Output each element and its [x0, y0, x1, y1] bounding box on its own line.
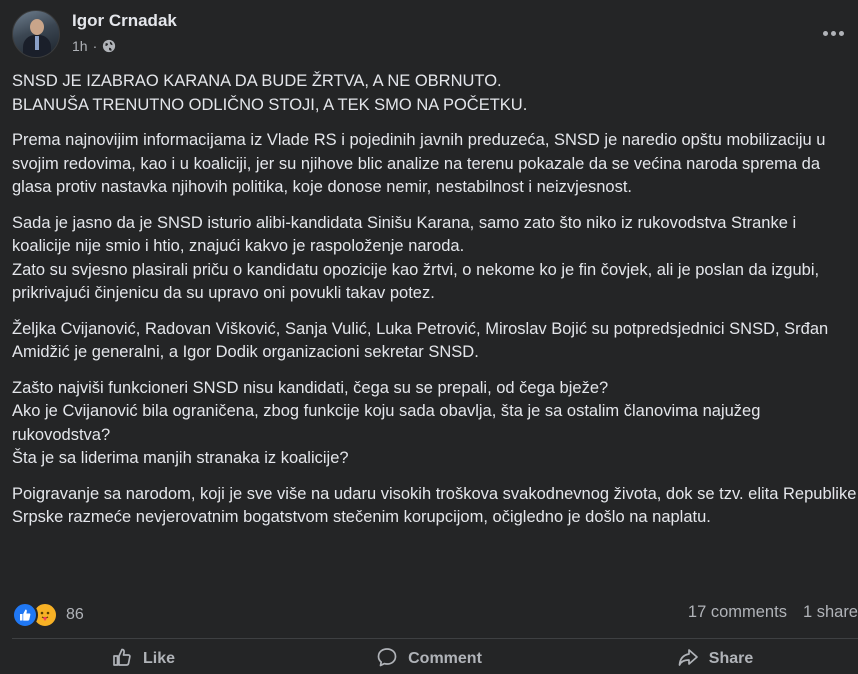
post-actions — [0, 644, 858, 674]
author-name[interactable]: Igor Crnadak — [72, 11, 177, 30]
avatar[interactable] — [12, 10, 60, 58]
post-paragraph: Poigravanje sa narodom, koji je sve više na udaru visokih troškova svakodnevnog života, dok se tzv. elita Republike Srpske razmeće nevjerovatnim bogatstvom stečenim korupcijom, očigledno je došlo na naplatu. — [12, 484, 857, 526]
comment-label: Comment — [408, 650, 482, 667]
like-label: Like — [142, 650, 175, 667]
post-meta — [72, 38, 116, 54]
reaction-count: 86 — [66, 606, 84, 623]
like-icon — [12, 602, 38, 628]
post-header — [12, 10, 858, 60]
share-arrow-icon — [677, 646, 699, 673]
globe-icon[interactable] — [102, 39, 116, 53]
like-button[interactable] — [0, 644, 286, 674]
post-paragraph: Zašto najviši funkcioneri SNSD nisu kandidati, čega su se prepali, od čega bježe? Ako je Cvijanović bila ograničena, zbog funkcije koju sada obavlja, šta je sa ostalim članovima najužeg rukovodstva? Šta je sa liderima manjih stranaka iz koalicije? — [12, 378, 761, 467]
post-body — [12, 70, 858, 542]
post-paragraph: Sada je jasno da je SNSD isturio alibi-kandidata Sinišu Karana, samo zato što niko iz rukovodstva Stranke i koalicije nije smio i htio, znajući kakvo je raspoloženje naroda. Zato su svjesno plasirali priču o kandidatu opozicije kao žrtvi, o nekome ko je fin čovjek, ali je poslan da izgubi, prikrivajući činjenicu da su upravo oni povukli takav potez. — [12, 213, 820, 302]
more-icon[interactable] — [820, 20, 846, 46]
post-paragraph: Željka Cvijanović, Radovan Višković, Sanja Vulić, Luka Petrović, Miroslav Bojić su potpredsjednici SNSD, Srđan Amidžić je generalni, a Igor Dodik organizacioni sekretar SNSD. — [12, 319, 829, 361]
engagement-stats — [688, 603, 858, 622]
comment-button[interactable] — [286, 644, 572, 674]
comment-bubble-icon — [376, 646, 398, 673]
post-time[interactable]: 1h — [72, 38, 88, 54]
share-label: Share — [708, 650, 754, 667]
post-paragraph: SNSD JE IZABRAO KARANA DA BUDE ŽRTVA, A NE OBRNUTO. BLANUŠA TRENUTNO ODLIČNO STOJI, A TEK SMO NA POČETKU. — [12, 72, 528, 114]
comments-count-link[interactable]: 17 comments — [687, 603, 787, 621]
post-paragraph: Prema najnovijim informacijama iz Vlade RS i pojedinih javnih preduzeća, SNSD je naredio opštu mobilizaciju u svojim redovima, kao i u koaliciji, jer su njihove blic analize na terenu pokazale da se većina naroda sprema da glasa protiv nastavka njihovih politika, koje donose nemir, nestabilnost i neizvjesnost. — [12, 131, 826, 196]
thumbs-up-icon — [111, 646, 133, 673]
actions-divider — [12, 638, 858, 639]
reaction-summary[interactable] — [12, 602, 84, 628]
share-button[interactable] — [572, 644, 858, 674]
shares-count-link[interactable]: 1 share — [802, 603, 858, 621]
meta-separator: · — [92, 38, 98, 54]
